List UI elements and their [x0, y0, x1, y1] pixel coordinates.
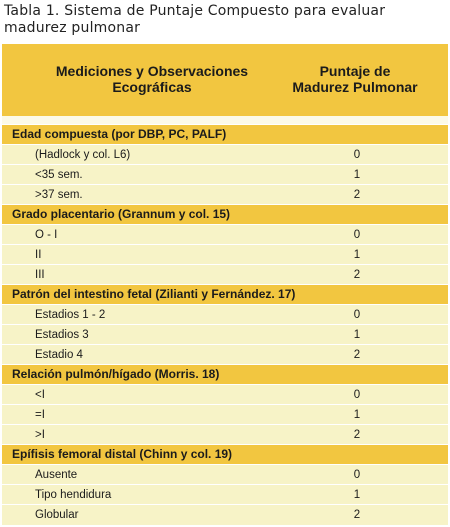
maturity-score-table — [2, 44, 448, 525]
table-header — [2, 44, 448, 116]
row-score: 2 — [353, 349, 361, 361]
row-score: 0 — [353, 229, 361, 241]
row-score: 2 — [353, 189, 361, 201]
row-label: II — [35, 249, 42, 261]
row-score: 2 — [353, 429, 361, 441]
row-score: 1 — [353, 249, 361, 261]
row-label: Globular — [35, 509, 79, 521]
header-score — [280, 63, 430, 95]
row-score: 2 — [353, 509, 361, 521]
table-row — [2, 324, 448, 345]
section-header — [2, 444, 448, 464]
header-measurements-line1: Mediciones y Observaciones — [55, 63, 249, 79]
row-score: 0 — [353, 469, 361, 481]
row-label: <35 sem. — [35, 169, 83, 181]
row-label: =I — [35, 409, 45, 421]
row-label: Ausente — [35, 469, 78, 481]
table-row — [2, 404, 448, 425]
row-label: Estadios 1 - 2 — [35, 309, 106, 321]
row-score: 0 — [353, 309, 361, 321]
section-title: Edad compuesta (por DBP, PC, PALF) — [12, 127, 227, 141]
row-label: <I — [35, 389, 45, 401]
table-row — [2, 264, 448, 285]
row-label: >I — [35, 429, 45, 441]
row-label: Tipo hendidura — [35, 489, 112, 501]
table-row — [2, 304, 448, 325]
header-measurements-line2: Ecográficas — [112, 79, 192, 95]
row-score: 1 — [353, 169, 361, 181]
row-score: 1 — [353, 489, 361, 501]
row-score: 1 — [353, 329, 361, 341]
table-row — [2, 244, 448, 265]
row-score: 0 — [353, 149, 361, 161]
section-header — [2, 284, 448, 304]
row-score: 1 — [353, 409, 361, 421]
row-score: 2 — [353, 269, 361, 281]
table-row — [2, 464, 448, 485]
row-label: >37 sem. — [35, 189, 83, 201]
row-score: 0 — [353, 389, 361, 401]
row-label: Estadios 3 — [35, 329, 89, 341]
table-row — [2, 484, 448, 505]
table-row — [2, 344, 448, 365]
section-header — [2, 364, 448, 384]
section-title: Relación pulmón/hígado (Morris. 18) — [12, 367, 220, 381]
section-title: Grado placentario (Grannum y col. 15) — [12, 207, 231, 221]
header-spacer — [2, 116, 448, 124]
table-row — [2, 424, 448, 445]
table-row — [2, 224, 448, 245]
table-row — [2, 504, 448, 525]
row-label: O - I — [35, 229, 58, 241]
row-label: (Hadlock y col. L6) — [35, 149, 131, 161]
section-header — [2, 124, 448, 144]
table-row — [2, 384, 448, 405]
table-row — [2, 144, 448, 165]
header-score-line1: Puntaje de — [319, 63, 391, 79]
row-label: Estadio 4 — [35, 349, 83, 361]
section-title: Patrón del intestino fetal (Zilianti y Fernández. 17) — [12, 287, 296, 301]
table-caption: Tabla 1. Sistema de Puntaje Compuesto para evaluar madurez pulmonar — [4, 3, 386, 36]
table-row — [2, 164, 448, 185]
row-label: III — [35, 269, 45, 281]
section-title: Epífisis femoral distal (Chinn y col. 19) — [12, 447, 233, 461]
table-row — [2, 184, 448, 205]
section-header — [2, 204, 448, 224]
header-measurements — [12, 63, 292, 95]
header-score-line2: Madurez Pulmonar — [292, 79, 418, 95]
